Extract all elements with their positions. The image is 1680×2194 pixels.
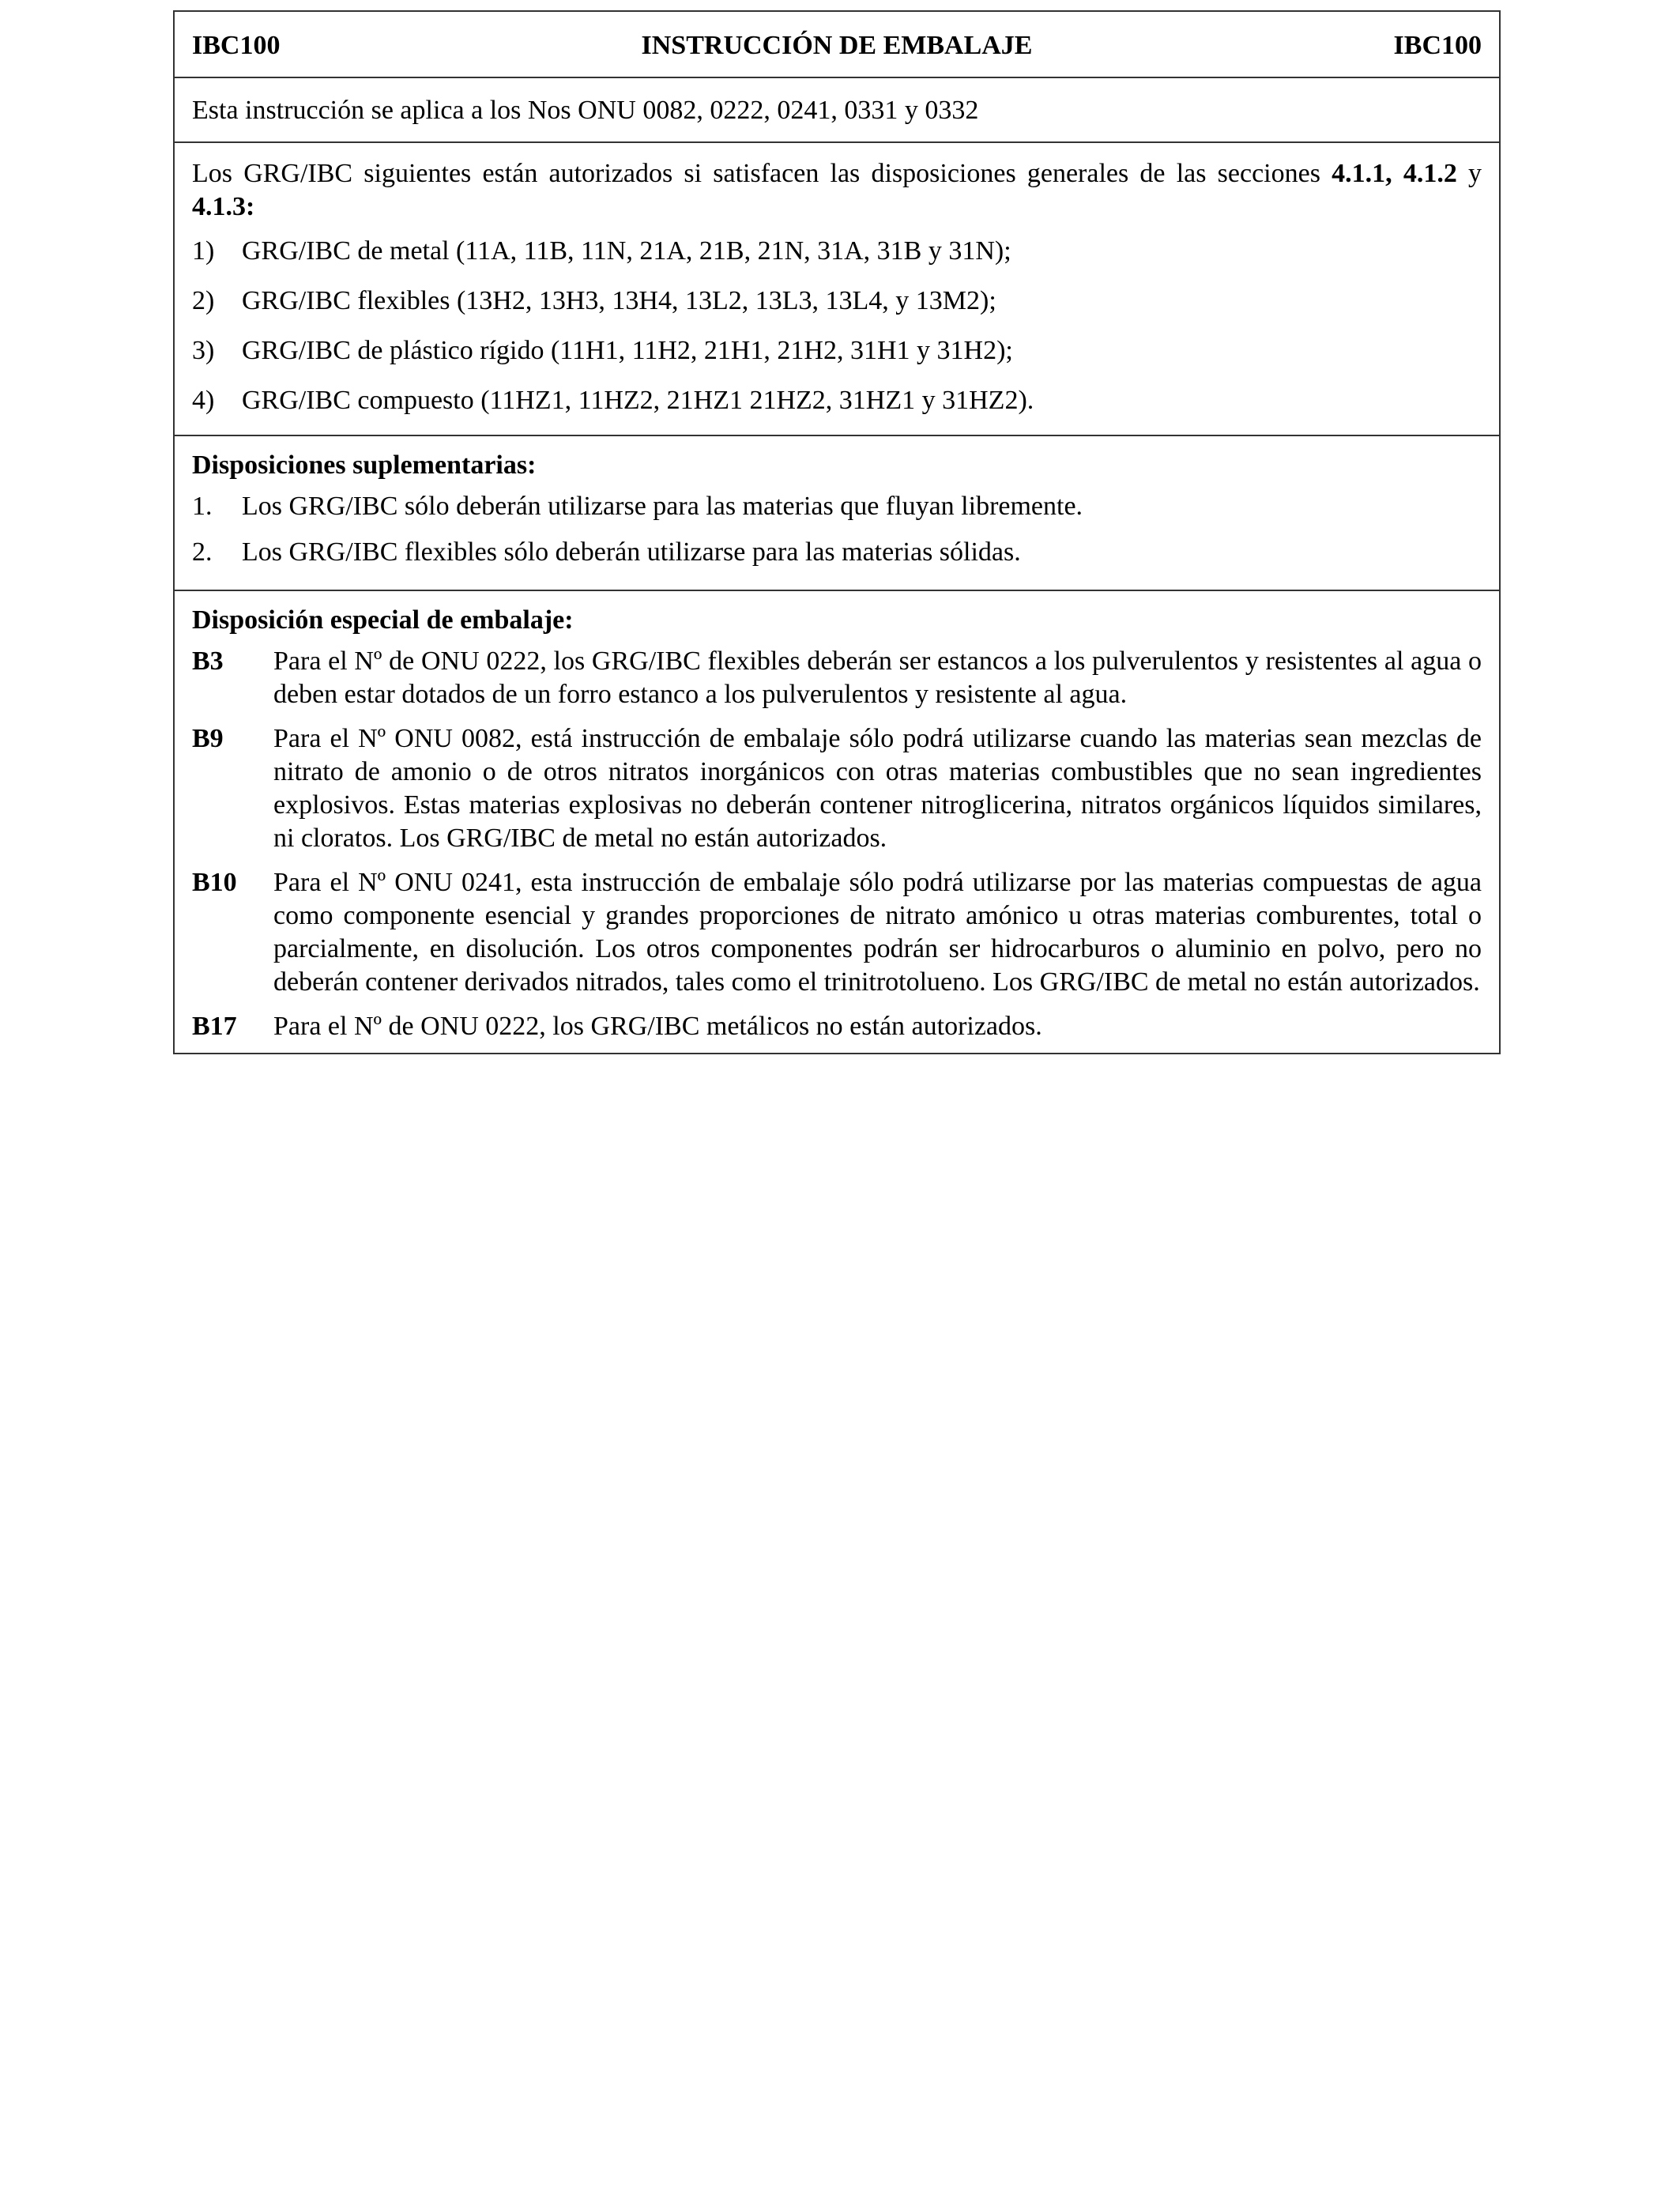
list-item-text: Los GRG/IBC sólo deberán utilizarse para las materias que fluyan libremente. bbox=[242, 492, 1083, 521]
header-row bbox=[175, 12, 1499, 77]
special-provisions-section bbox=[175, 590, 1499, 1053]
instruction-code-right: IBC100 bbox=[1393, 31, 1482, 60]
supplementary-heading: Disposiciones suplementarias: bbox=[192, 450, 537, 480]
section-reference-1: 4.1.1, 4.1.2 bbox=[1332, 159, 1457, 188]
list-item-text: GRG/IBC compuesto (11HZ1, 11HZ2, 21HZ1 21HZ2, 31HZ1 y 31HZ2). bbox=[242, 386, 1034, 415]
provision-text: Para el Nº ONU 0241, esta instrucción de embalaje sólo podrá utilizarse por las materias compuestas de agua como componente esencial y grandes proporciones de nitrato amónico u otras materias comburentes, total o parcialmente, en disolución. Los otros componentes podrán ser hidrocarburos o aluminio en polvo, pero no deberán contener derivados nitrados, tales como el trinitrotolueno. Los GRG/IBC de metal no están autorizados. bbox=[273, 868, 1482, 997]
applies-to-text: Esta instrucción se aplica a los Nos ONU 0082, 0222, 0241, 0331 y 0332 bbox=[192, 96, 979, 125]
provision-text: Para el Nº ONU 0082, está instrucción de embalaje sólo podrá utilizarse cuando las materias sean mezclas de nitrato de amonio o de otros nitratos inorgánicos con otras materias combustibles que no sean ingredientes explosivos. Estas materias explosivas no deberán contener nitroglicerina, nitratos orgánicos líquidos similares, ni cloratos. Los GRG/IBC de metal no están autorizados. bbox=[273, 724, 1482, 853]
list-item-text: GRG/IBC flexibles (13H2, 13H3, 13H4, 13L2, 13L3, 13L4, y 13M2); bbox=[242, 286, 996, 315]
list-item-number: 3) bbox=[192, 336, 215, 365]
list-item-text: GRG/IBC de plástico rígido (11H1, 11H2, 21H1, 21H2, 31H1 y 31H2); bbox=[242, 336, 1013, 365]
authorized-intro-connector: y bbox=[1456, 159, 1482, 188]
provision-text: Para el Nº de ONU 0222, los GRG/IBC metálicos no están autorizados. bbox=[273, 1012, 1042, 1041]
provision-item bbox=[192, 866, 1482, 999]
provision-item bbox=[192, 1010, 1482, 1043]
list-item-number: 4) bbox=[192, 386, 215, 415]
provision-item bbox=[192, 645, 1482, 711]
instruction-title: INSTRUCCIÓN DE EMBALAJE bbox=[641, 31, 1033, 60]
list-item-number: 1. bbox=[192, 492, 213, 521]
special-provisions-list bbox=[192, 645, 1482, 1043]
authorized-intro-text: Los GRG/IBC siguientes están autorizados si satisfacen las disposiciones generales de las secciones bbox=[192, 159, 1332, 188]
special-heading: Disposición especial de embalaje: bbox=[192, 605, 574, 635]
provision-code: B17 bbox=[192, 1012, 237, 1041]
packing-instruction-table bbox=[173, 10, 1501, 1054]
authorized-ibc-list bbox=[192, 235, 1482, 417]
list-item-number: 2) bbox=[192, 286, 215, 315]
provision-code: B9 bbox=[192, 724, 224, 753]
authorized-ibcs-section bbox=[175, 141, 1499, 435]
provision-code: B10 bbox=[192, 868, 237, 897]
section-reference-2: 4.1.3: bbox=[192, 192, 255, 221]
list-item-text: Los GRG/IBC flexibles sólo deberán utilizarse para las materias sólidas. bbox=[242, 537, 1021, 567]
list-item bbox=[192, 490, 1482, 523]
list-item bbox=[192, 384, 1482, 417]
instruction-code-left: IBC100 bbox=[192, 31, 281, 60]
list-item bbox=[192, 235, 1482, 268]
applies-to-row bbox=[175, 77, 1499, 141]
provision-text: Para el Nº de ONU 0222, los GRG/IBC flexibles deberán ser estancos a los pulverulentos y resistentes al agua o deben estar dotados de un forro estanco a los pulverulentos y resistente al agua. bbox=[273, 647, 1482, 709]
supplementary-provisions-section bbox=[175, 435, 1499, 590]
provision-item bbox=[192, 722, 1482, 855]
list-item-number: 1) bbox=[192, 236, 215, 266]
list-item bbox=[192, 285, 1482, 318]
list-item-text: GRG/IBC de metal (11A, 11B, 11N, 21A, 21B, 21N, 31A, 31B y 31N); bbox=[242, 236, 1011, 266]
list-item bbox=[192, 536, 1482, 569]
list-item-number: 2. bbox=[192, 537, 213, 567]
authorized-intro bbox=[192, 157, 1482, 224]
supplementary-list bbox=[192, 490, 1482, 569]
provision-code: B3 bbox=[192, 647, 224, 676]
list-item bbox=[192, 334, 1482, 368]
